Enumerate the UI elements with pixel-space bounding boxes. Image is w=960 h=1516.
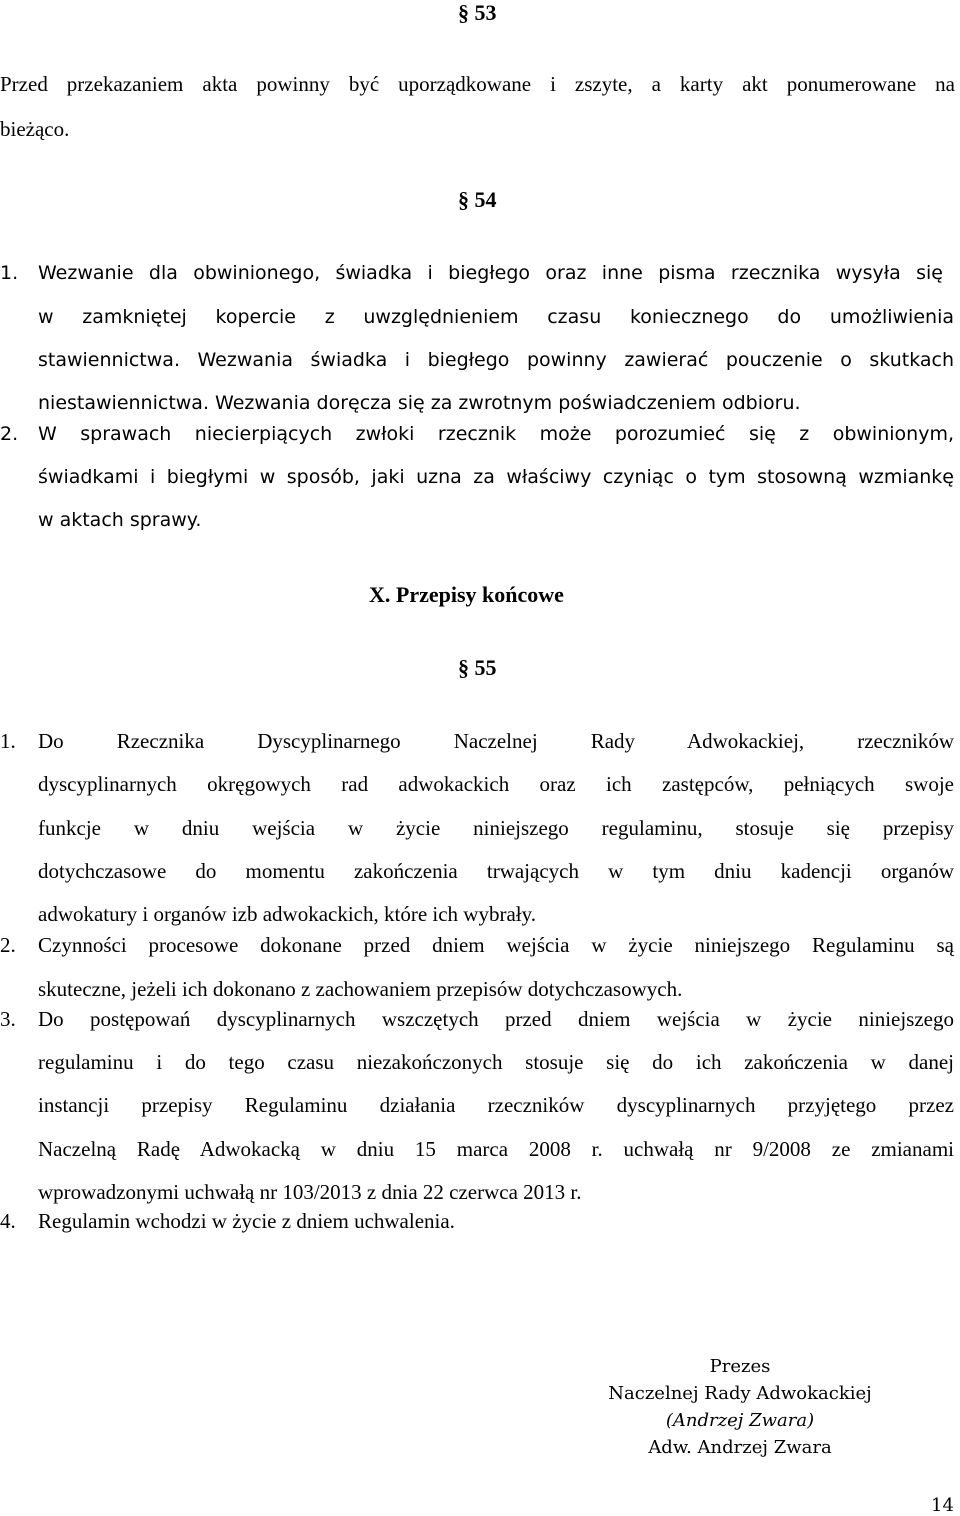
section-55-item-3-number: 3. xyxy=(0,1007,16,1031)
section-53-heading: § 53 xyxy=(458,0,497,25)
section-55-item-2-line-2: skuteczne, jeżeli ich dokonano z zachowaniem przepisów dotychczasowych. xyxy=(38,977,683,1001)
section-55-item-1-line-5: adwokatury i organów izb adwokackich, które ich wybrały. xyxy=(38,902,537,926)
section-55-item-3-line-1: Do postępowań dyscyplinarnych wszczętych przed dniem wejścia w życie niniejszego xyxy=(38,1007,954,1031)
signature-title: Prezes xyxy=(709,1356,771,1377)
signature-name: Adw. Andrzej Zwara xyxy=(648,1437,832,1458)
section-55-heading: § 55 xyxy=(458,655,497,680)
section-53-line-2: bieżąco. xyxy=(0,117,70,141)
section-54-item-2-line-2: świadkami i biegłymi w sposób, jaki uzna za właściwy czyniąc o tym stosowną wzmiankę xyxy=(38,466,954,488)
section-54-item-1-line-1: Wezwanie dla obwinionego, świadka i biegłego oraz inne pisma rzecznika wysyła się xyxy=(38,262,943,284)
section-54-item-1-line-4: niestawiennictwa. Wezwania doręcza się za zwrotnym poświadczeniem odbioru. xyxy=(38,392,801,414)
section-54-item-1-number: 1. xyxy=(0,262,19,284)
section-55-item-3-line-4: Naczelną Radę Adwokacką w dniu 15 marca 2008 r. uchwałą nr 9/2008 ze zmianami xyxy=(38,1137,954,1161)
section-55-item-1-line-1: Do Rzecznika Dyscyplinarnego Naczelnej Rady Adwokackiej, rzeczników xyxy=(38,729,954,753)
section-55-item-3-line-3: instancji przepisy Regulaminu działania rzeczników dyscyplinarnych przyjętego przez xyxy=(38,1093,954,1117)
section-53-line-1: Przed przekazaniem akta powinny być uporządkowane i zszyte, a karty akt ponumerowane na xyxy=(0,72,955,96)
section-54-item-2-line-3: w aktach sprawy. xyxy=(38,509,202,531)
section-55-item-1-number: 1. xyxy=(0,729,16,753)
page-number: 14 xyxy=(931,1495,954,1516)
section-55-item-1-line-2: dyscyplinarnych okręgowych rad adwokackich oraz ich zastępców, pełniących swoje xyxy=(38,772,954,796)
section-54-item-2-line-1: W sprawach niecierpiących zwłoki rzecznik może porozumieć się z obwinionym, xyxy=(38,423,954,445)
section-54-item-1-line-3: stawiennictwa. Wezwania świadka i biegłego powinny zawierać pouczenie o skutkach xyxy=(38,349,954,371)
section-55-item-2-number: 2. xyxy=(0,933,16,957)
section-55-item-4-number: 4. xyxy=(0,1209,16,1233)
section-55-item-4-line-1: Regulamin wchodzi w życie z dniem uchwalenia. xyxy=(38,1209,455,1233)
section-54-item-1-line-2: w zamkniętej kopercie z uwzględnieniem czasu koniecznego do umożliwienia xyxy=(38,306,954,328)
section-55-item-3-line-2: regulaminu i do tego czasu niezakończonych stosuje się do ich zakończenia w danej xyxy=(38,1050,954,1074)
section-54-item-2-number: 2. xyxy=(0,423,19,445)
section-55-item-1-line-4: dotychczasowe do momentu zakończenia trwających w tym dniu kadencji organów xyxy=(38,859,954,883)
section-55-item-2-line-1: Czynności procesowe dokonane przed dniem wejścia w życie niniejszego Regulaminu są xyxy=(38,933,954,957)
signature-name-handwritten: (Andrzej Zwara) xyxy=(665,1410,815,1431)
chapter-heading: X. Przepisy końcowe xyxy=(369,582,564,607)
section-54-heading: § 54 xyxy=(458,187,497,212)
section-55-item-3-line-5: wprowadzonymi uchwałą nr 103/2013 z dnia 22 czerwca 2013 r. xyxy=(38,1180,582,1204)
signature-organization: Naczelnej Rady Adwokackiej xyxy=(608,1383,872,1404)
section-55-item-1-line-3: funkcje w dniu wejścia w życie niniejszego regulaminu, stosuje się przepisy xyxy=(38,816,954,840)
